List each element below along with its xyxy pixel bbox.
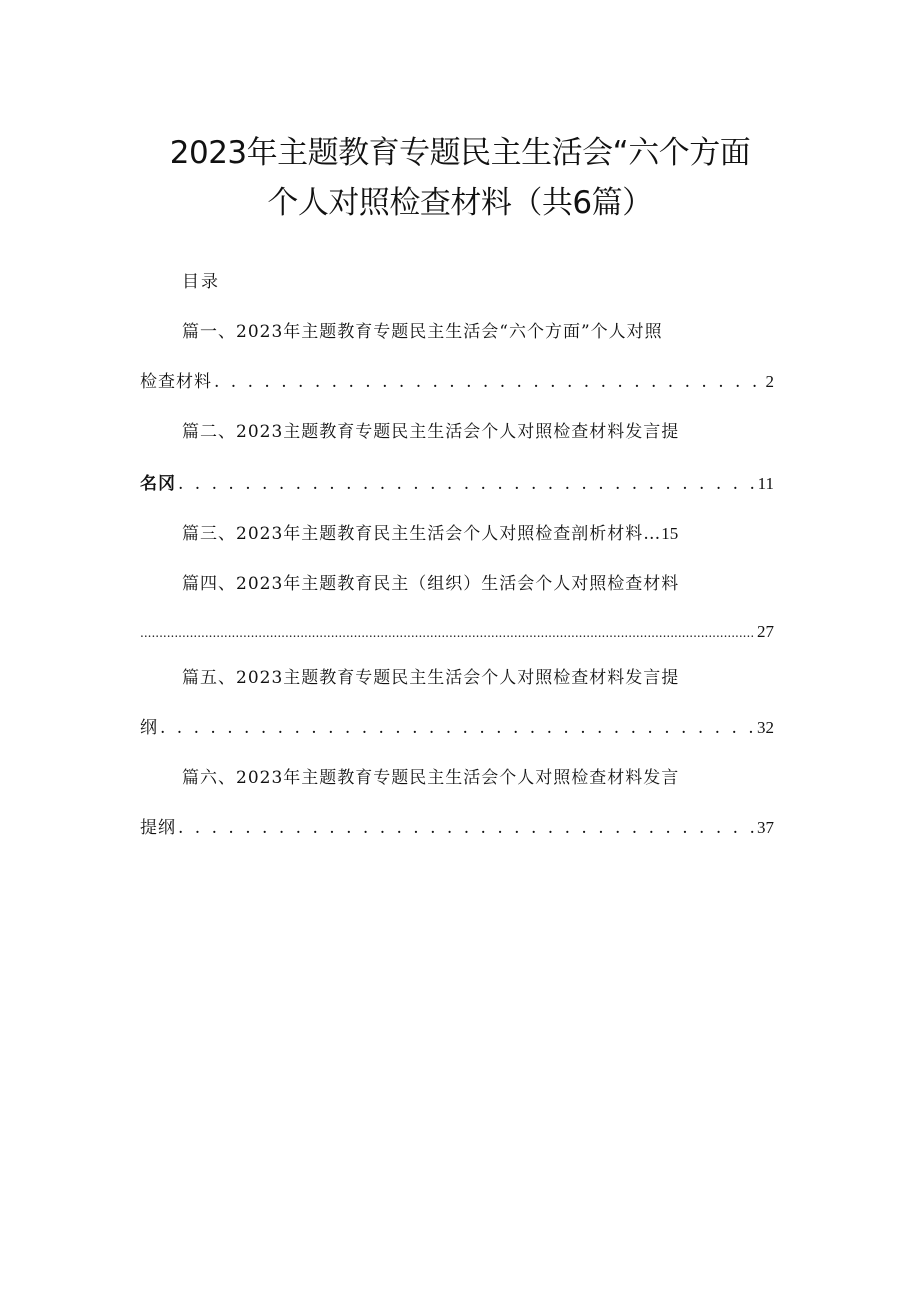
toc-entry-1-page: 2 [765,372,774,391]
toc-entry-4-leader[interactable] [140,620,774,645]
toc-entry-5-leader[interactable] [140,716,774,740]
toc-entry-1-line-1[interactable]: 篇一、2023年主题教育专题民主生活会“六个方面”个人对照 [182,322,663,342]
page-title [0,128,920,228]
toc-entry-2-leader[interactable] [140,472,774,496]
toc-entry-3-page: 15 [661,524,679,543]
toc-entry-1-line-2: 检查材料 [140,372,212,392]
toc-label: 目录 [182,272,220,292]
toc-entry-5-line-2: 纲 [140,718,158,738]
dot-leader [140,621,755,645]
toc-entry-3-line-1: 篇三、2023年主题教育民主生活会个人对照检查剖析材料… [182,524,662,544]
toc-entry-2-line-2: 名冈 [140,474,176,494]
toc-entry-6-leader[interactable] [140,816,774,840]
toc-entry-3[interactable] [182,522,774,546]
toc-entry-4-line-1[interactable]: 篇四、2023年主题教育民主（组织）生活会个人对照检查材料 [182,574,680,594]
title-line-2: 个人对照检查材料（共6篇） [267,185,653,221]
dot-leader [178,472,756,496]
dot-leader [160,716,755,740]
dot-leader [178,816,755,840]
toc-entry-6-line-1[interactable]: 篇六、2023年主题教育专题民主生活会个人对照检查材料发言 [182,768,680,788]
toc-entry-5-line-1[interactable]: 篇五、2023主题教育专题民主生活会个人对照检查材料发言提 [182,668,680,688]
toc-entry-2-line-1[interactable]: 篇二、2023主题教育专题民主生活会个人对照检查材料发言提 [182,422,680,442]
toc-entry-6-page: 37 [757,818,774,837]
toc-entry-1-leader[interactable] [140,370,774,394]
toc-entry-6-line-2: 提纲 [140,818,176,838]
dot-leader [214,370,764,394]
toc-entry-2-page: 11 [757,474,774,493]
toc-entry-5-page: 32 [757,718,774,737]
title-line-1: 2023年主题教育专题民主生活会“六个方面 [169,135,751,171]
toc-entry-4-page: 27 [757,622,774,641]
